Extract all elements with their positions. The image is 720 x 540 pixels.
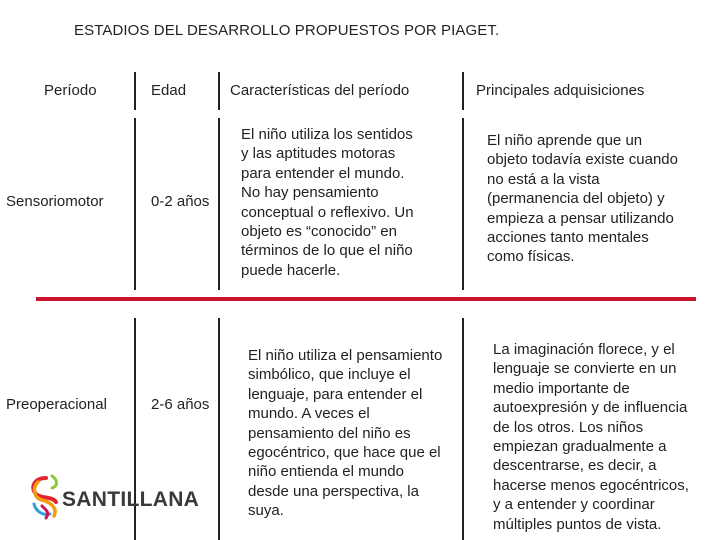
- row-2-periodo: Preoperacional: [6, 396, 107, 413]
- column-divider: [462, 118, 464, 290]
- text-line: El niño utiliza los sentidos: [241, 126, 413, 143]
- row-2-caracteristicas: [248, 346, 460, 521]
- text-line: lenguaje se convierte en un: [493, 360, 677, 378]
- column-divider: [134, 118, 136, 290]
- text-line: términos de lo que el niño: [241, 242, 413, 260]
- row-divider: [36, 297, 696, 301]
- text-line: no está a la vista: [487, 170, 600, 188]
- text-line: y las aptitudes motoras: [241, 145, 396, 163]
- text-line: empiezan gradualmente a: [493, 438, 667, 456]
- row-2-adquisiciones: [493, 340, 715, 534]
- text-line: egocéntrico, que hace que el: [248, 444, 441, 462]
- column-divider: [218, 72, 220, 110]
- text-line: La imaginación florece, y el: [493, 341, 675, 358]
- text-line: como físicas.: [487, 248, 575, 266]
- text-line: medio importante de: [493, 379, 630, 397]
- text-line: acciones tanto mentales: [487, 229, 649, 247]
- text-line: empieza a pensar utilizando: [487, 209, 674, 227]
- text-line: puede hacerle.: [241, 261, 341, 279]
- text-line: suya.: [248, 502, 284, 520]
- text-line: de los otros. Los niños: [493, 418, 644, 436]
- column-divider: [218, 318, 220, 540]
- text-line: objeto todavía existe cuando: [487, 151, 678, 169]
- row-1-edad: 0-2 años: [151, 193, 210, 210]
- text-line: mundo. A veces el: [248, 405, 370, 423]
- header-edad: Edad: [151, 82, 187, 99]
- column-divider: [134, 72, 136, 110]
- text-line: autoexpresión y de influencia: [493, 399, 688, 417]
- text-line: niño entienda el mundo: [248, 463, 404, 481]
- header-caracteristicas: Características del período: [230, 82, 410, 99]
- header-adquisiciones: Principales adquisiciones: [476, 82, 645, 99]
- row-2-edad: 2-6 años: [151, 396, 210, 413]
- text-line: lenguaje, para entender el: [248, 385, 423, 403]
- text-line: conceptual o reflexivo. Un: [241, 203, 414, 221]
- swirl-logo-icon: [28, 472, 64, 522]
- text-line: (permanencia del objeto) y: [487, 190, 665, 208]
- text-line: pensamiento del niño es: [248, 424, 411, 442]
- row-1-periodo: Sensoriomotor: [6, 193, 104, 210]
- text-line: y a entender y coordinar: [493, 496, 655, 514]
- text-line: No hay pensamiento: [241, 184, 379, 202]
- column-divider: [218, 118, 220, 290]
- text-line: para entender el mundo.: [241, 164, 405, 182]
- text-line: descentrarse, es decir, a: [493, 457, 657, 475]
- text-line: simbólico, que incluye el: [248, 366, 411, 384]
- santillana-logo: [28, 472, 198, 522]
- header-periodo: Período: [44, 82, 97, 99]
- text-line: objeto es “conocido” en: [241, 223, 397, 241]
- text-line: El niño aprende que un: [487, 132, 643, 149]
- column-divider: [462, 72, 464, 110]
- text-line: desde una perspectiva, la: [248, 482, 419, 500]
- text-line: El niño utiliza el pensamiento: [248, 347, 443, 364]
- santillana-wordmark: SANTILLANA: [62, 488, 200, 511]
- column-divider: [462, 318, 464, 540]
- row-1-caracteristicas: [241, 125, 456, 280]
- text-line: múltiples puntos de vista.: [493, 515, 662, 533]
- row-1-adquisiciones: [487, 131, 712, 267]
- page-title: ESTADIOS DEL DESARROLLO PROPUESTOS POR PIAGET.: [74, 22, 500, 39]
- text-line: hacerse menos egocéntricos,: [493, 476, 689, 494]
